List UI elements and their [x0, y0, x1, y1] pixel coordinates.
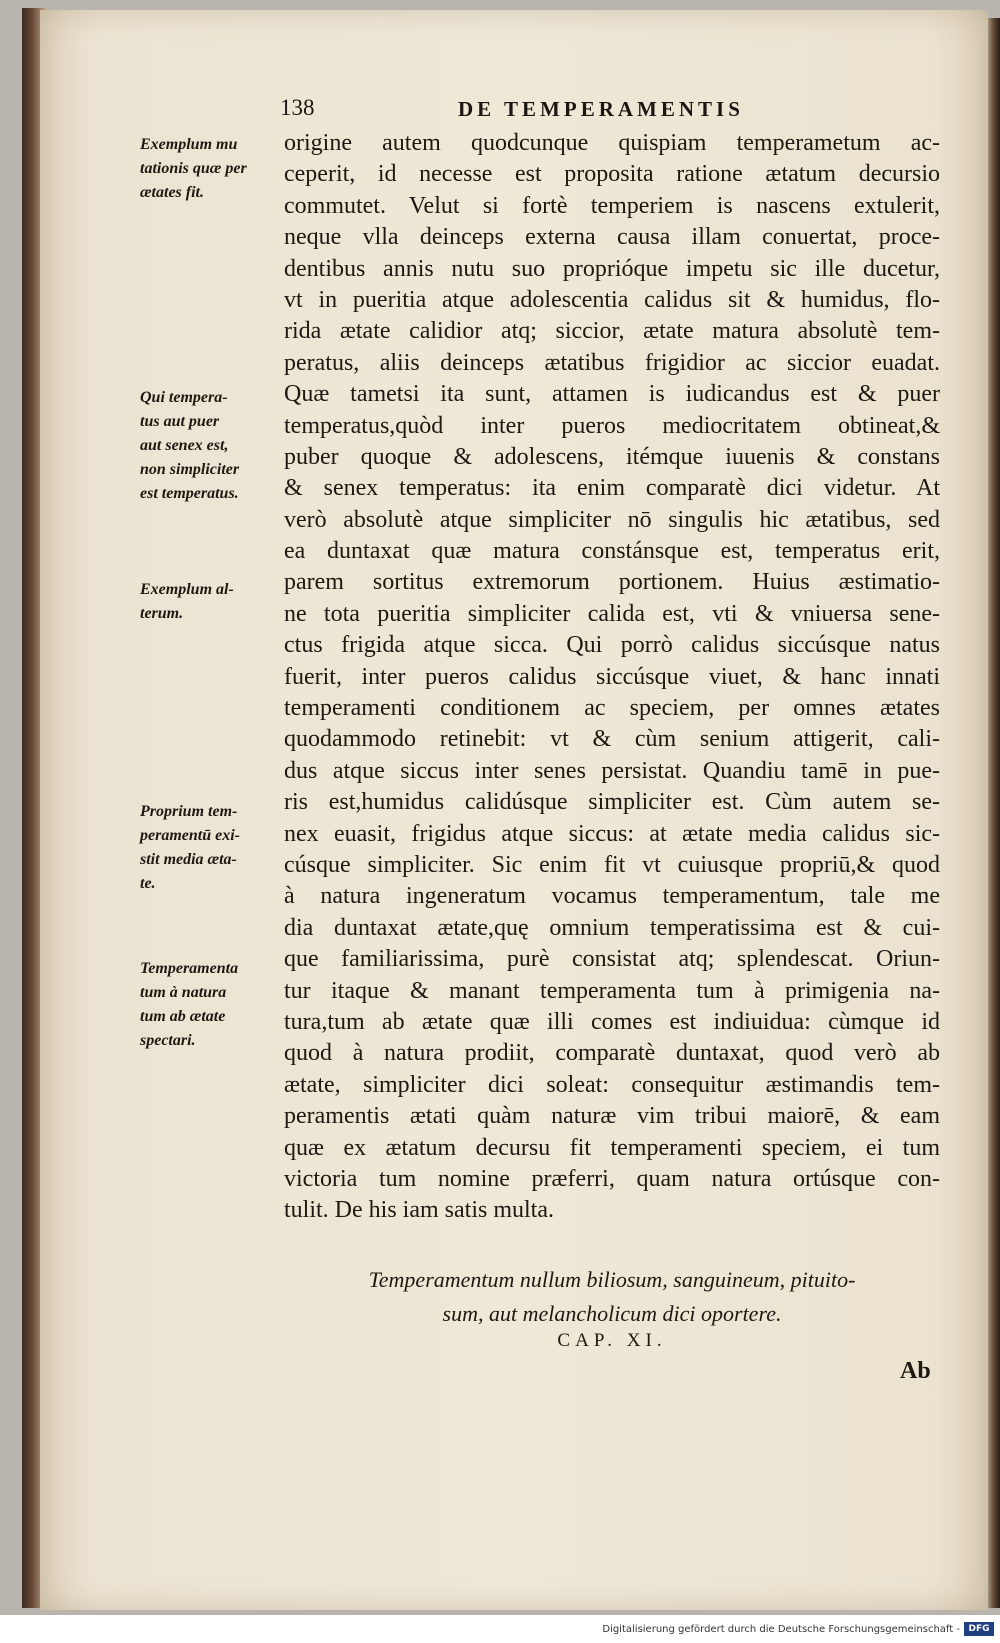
- marginal-line: terum.: [140, 605, 184, 622]
- text-line: rida ætate calidior atq; siccior, ætate matura absolutè tem-: [284, 318, 940, 345]
- chapter-title-line: Temperamentum nullum biliosum, sanguineum, pituito-: [368, 1267, 856, 1292]
- text-line: tulit. De his iam satis multa.: [284, 1197, 554, 1224]
- text-line: victoria tum nomine præferri, quam natura ortúsque con-: [284, 1165, 940, 1192]
- funding-credit: Digitalisierung gefördert durch die Deutsche Forschungsgemeinschaft -: [602, 1624, 960, 1635]
- text-line: peratus, aliis deinceps ætatibus frigidior ac siccior euadat.: [284, 349, 940, 376]
- marginal-line: peramentū exi-: [140, 827, 240, 844]
- page-number: 138: [280, 95, 315, 120]
- chapter-number: CAP. XI.: [557, 1330, 667, 1351]
- text-line: ceperit, id necesse est proposita ratione ætatum decursio: [284, 161, 940, 188]
- text-line: quæ ex ætatum decursu fit temperamenti speciem, ei tum: [284, 1134, 940, 1161]
- text-line: dentibus annis nutu suo proprióque impetu sic ille ducetur,: [284, 255, 940, 282]
- text-line: ctus frigida atque sicca. Qui porrò calidus siccúsque natus: [284, 632, 940, 659]
- marginal-line: tationis quæ per: [140, 160, 247, 177]
- chapter-title: [284, 1263, 940, 1331]
- text-line: puber quoque & adolescens, itémque iuuenis & constans: [284, 443, 940, 470]
- text-line: ne tota pueritia simpliciter calida est, vti & vniuersa sene-: [284, 600, 940, 627]
- text-line: à natura ingeneratum vocamus temperamentum, tale me: [284, 883, 940, 910]
- text-line: cúsque simpliciter. Sic enim fit vt cuiusque propriū,& quod: [284, 851, 940, 878]
- text-line: peramentis ætati quàm naturæ vim tribui maiorē, & eam: [284, 1103, 940, 1130]
- marginal-line: Exemplum al-: [140, 581, 234, 598]
- marginal-note-5: [140, 957, 280, 1053]
- running-head: [0, 95, 1000, 125]
- text-line: ea duntaxat quæ matura constánsque est, temperatus erit,: [284, 538, 940, 565]
- marginal-line: spectari.: [140, 1032, 196, 1049]
- running-title: DE TEMPERAMENTIS: [458, 97, 744, 121]
- text-line: neque vlla deinceps externa causa illam conuertat, proce-: [284, 224, 940, 251]
- text-line: que familiarissima, purè consistat atq; splendescat. Oriun-: [284, 946, 940, 973]
- chapter-title-line: sum, aut melancholicum dici oportere.: [442, 1301, 782, 1326]
- text-line: ætate, simpliciter dici soleat: consequitur æstimandis tem-: [284, 1071, 940, 1098]
- text-line: & senex temperatus: ita enim comparatè dici videtur. At: [284, 475, 940, 502]
- text-line: fuerit, inter pueros calidus siccúsque viuet, & hanc innati: [284, 663, 940, 690]
- text-line: temperatus,quòd inter pueros mediocritatem obtineat,&: [284, 412, 940, 439]
- main-text-block: [284, 128, 940, 1227]
- text-line: parem sortitus extremorum portionem. Huius æstimatio-: [284, 569, 940, 596]
- marginal-line: Exemplum mu: [140, 136, 238, 153]
- marginal-line: ætates fit.: [140, 184, 204, 201]
- marginal-line: aut senex est,: [140, 437, 229, 454]
- text-line: tur itaque & manant temperamenta tum à primigenia na-: [284, 977, 940, 1004]
- marginal-line: Temperamenta: [140, 960, 239, 977]
- text-line: quod à natura prodiit, comparatè duntaxat, quod verò ab: [284, 1040, 940, 1067]
- marginal-note-2: [140, 386, 280, 506]
- marginal-note-3: [140, 578, 280, 626]
- text-line: origine autem quodcunque quispiam temperametum ac-: [284, 130, 940, 156]
- text-line: verò absolutè atque simpliciter nō singulis hic ætatibus, sed: [284, 506, 940, 533]
- marginal-line: te.: [140, 875, 156, 892]
- text-line: quodammodo retinebit: vt & cùm senium attigerit, cali-: [284, 726, 940, 753]
- text-line: commutet. Velut si fortè temperiem is nascens extulerit,: [284, 192, 940, 219]
- text-line: dia duntaxat ætate,quę omnium temperatissima est & cui-: [284, 914, 940, 941]
- text-line: nex euasit, frigidus atque siccus: at ætate media calidus sic-: [284, 820, 940, 847]
- text-line: Quæ tametsi ita sunt, attamen is iudicandus est & puer: [284, 381, 940, 408]
- marginal-line: Proprium tem-: [140, 803, 238, 820]
- marginal-line: Qui tempera-: [140, 389, 228, 406]
- marginal-note-4: [140, 800, 280, 896]
- text-line: ris est,humidus calidúsque simpliciter est. Cùm autem se-: [284, 789, 940, 816]
- marginal-line: tum à natura: [140, 984, 227, 1001]
- marginal-line: non simpliciter: [140, 461, 240, 478]
- marginal-line: tum ab ætate: [140, 1008, 226, 1025]
- marginal-line: tus aut puer: [140, 413, 220, 430]
- marginal-line: est temperatus.: [140, 485, 239, 502]
- text-line: temperamenti conditionem ac speciem, per omnes ætates: [284, 695, 940, 722]
- catchword: Ab: [900, 1358, 931, 1384]
- dfg-logo: DFG: [964, 1622, 994, 1636]
- text-line: dus atque siccus inter senes persistat. Quandiu tamē in pue-: [284, 757, 940, 784]
- marginal-line: stit media æta-: [140, 851, 237, 868]
- text-line: vt in pueritia atque adolescentia calidus sit & humidus, flo-: [284, 286, 940, 313]
- marginal-note-1: [140, 133, 280, 205]
- text-line: tura,tum ab ætate quæ illi comes est indiuidua: cùmque id: [284, 1008, 940, 1035]
